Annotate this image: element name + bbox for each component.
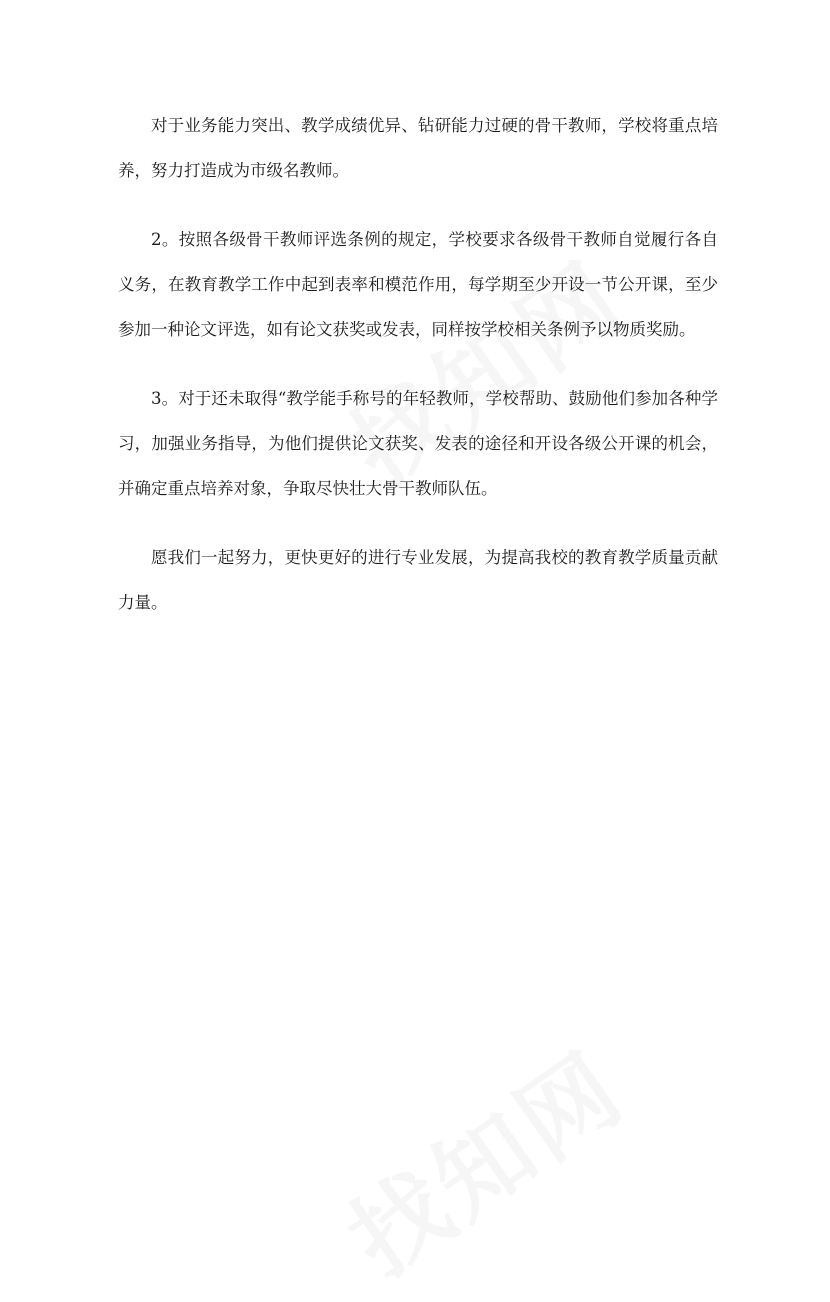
paragraph-key-teacher-training: 对于业务能力突出、教学成绩优异、钻研能力过硬的骨干教师，学校将重点培养，努力打造成为市级名教师。 xyxy=(118,116,718,180)
watermark xyxy=(318,1015,647,1302)
paragraph-closing-wish: 愿我们一起努力，更快更好的进行专业发展，为提高我校的教育教学质量贡献力量。 xyxy=(118,548,718,612)
paragraph-young-teacher-support: 3。对于还未取得“教学能手称号的年轻教师，学校帮助、鼓励他们参加各种学习，加强业务指导，为他们提供论文获奖、发表的途径和开设各级公开课的机会，并确定重点培养对象，争取尽快壮大骨干教师队伍。 xyxy=(118,389,718,498)
document-body xyxy=(118,103,718,649)
paragraph-backbone-teacher-duties: 2。按照各级骨干教师评选条例的规定，学校要求各级骨干教师自觉履行各自义务，在教育教学工作中起到表率和模范作用，每学期至少开设一节公开课，至少参加一种论文评选，如有论文获奖或发表，同样按学校相关条例予以物质奖励。 xyxy=(118,230,718,339)
